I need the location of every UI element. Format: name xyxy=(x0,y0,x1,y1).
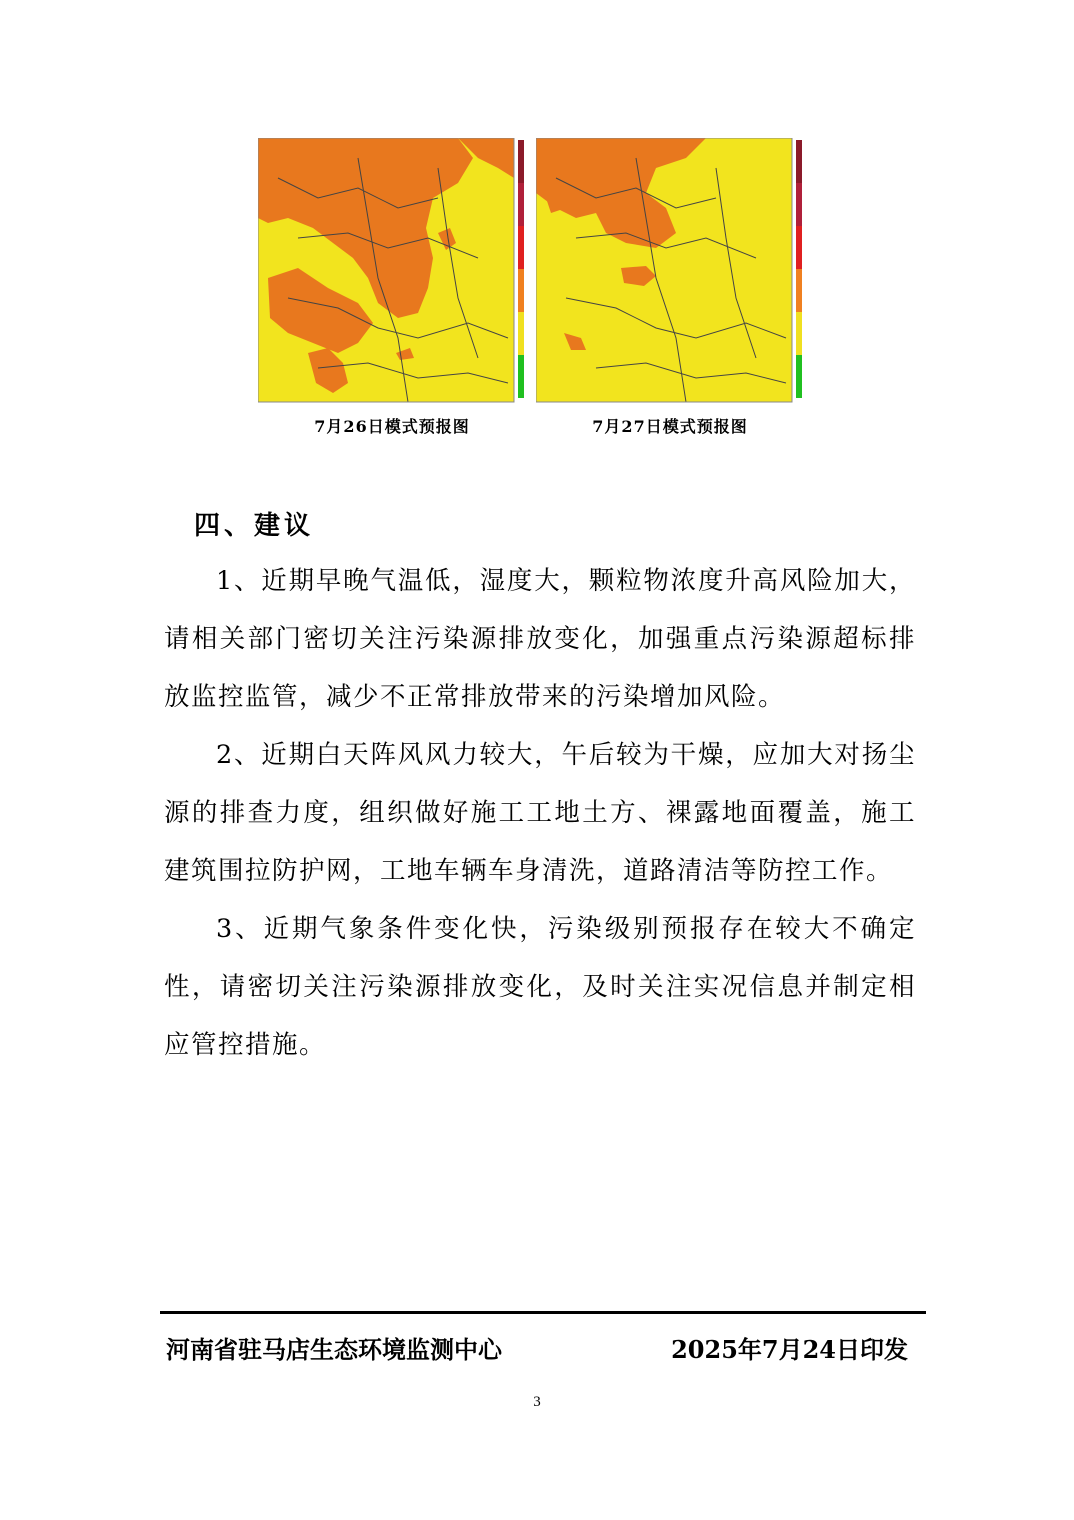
forecast-maps xyxy=(258,138,818,438)
figure-caption: 7月27日模式预报图 xyxy=(592,417,748,436)
page-number: 3 xyxy=(533,1394,541,1410)
forecast-map-image xyxy=(536,138,804,404)
forecast-map-image xyxy=(258,138,526,404)
section-heading: 四、建议 xyxy=(194,511,315,541)
forecast-map-jul27 xyxy=(536,138,804,404)
footer-divider xyxy=(160,1311,926,1314)
figure-caption: 7月26日模式预报图 xyxy=(314,417,470,436)
recommendation-paragraph: 2、近期白天阵风风力较大，午后较为干燥，应加大对扬尘源的排查力度，组织做好施工工地土方、裸露地面覆盖，施工建筑围拉防护网，工地车辆车身清洗，道路清洁等防控工作。 xyxy=(164,740,916,886)
issue-date: 2025年7月24日印发 xyxy=(671,1335,908,1364)
recommendation-paragraph: 3、近期气象条件变化快，污染级别预报存在较大不确定性，请密切关注污染源排放变化，及时关注实况信息并制定相应管控措施。 xyxy=(164,914,916,1060)
issuer-name: 河南省驻马店生态环境监测中心 xyxy=(166,1335,502,1364)
forecast-map-jul26 xyxy=(258,138,526,404)
recommendation-paragraph: 1、近期早晚气温低，湿度大，颗粒物浓度升高风险加大，请相关部门密切关注污染源排放变化，加强重点污染源超标排放监控监管，减少不正常排放带来的污染增加风险。 xyxy=(164,566,916,712)
